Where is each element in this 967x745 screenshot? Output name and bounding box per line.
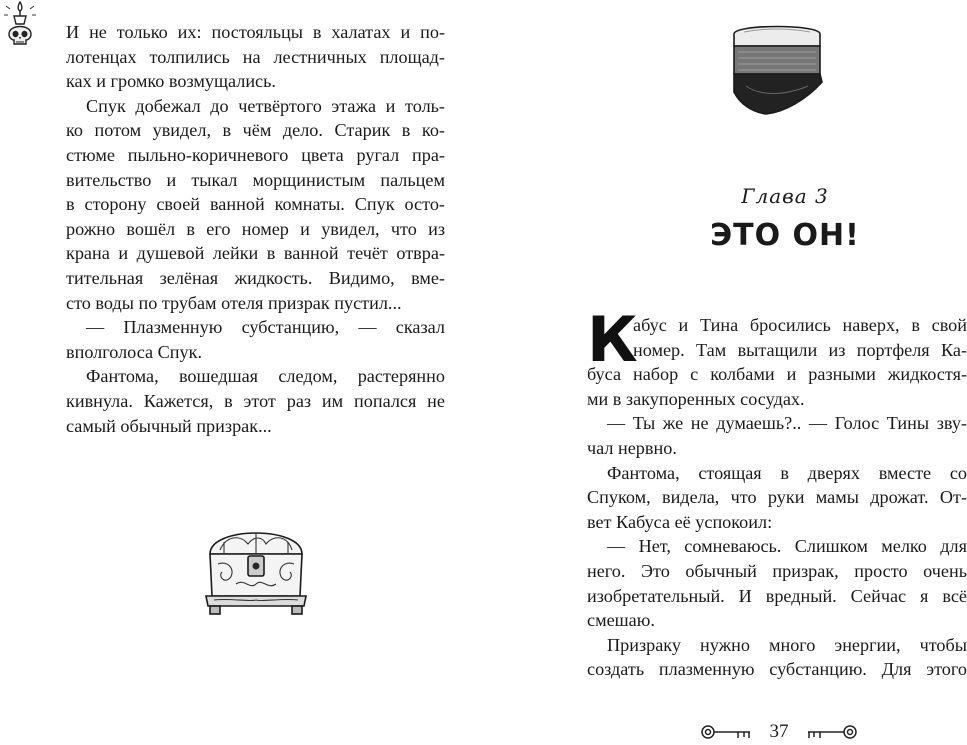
- text-line: стюме пыльно-коричневого цвета ругал пра-: [66, 144, 445, 165]
- left-paragraph-4: [66, 364, 445, 438]
- text-line: Фантома, вошедшая следом, растерянно: [86, 366, 445, 387]
- text-line: Призраку нужно много энергии, чтобы: [607, 634, 967, 655]
- right-page-text: [587, 303, 967, 682]
- left-paragraph-1: [66, 20, 445, 94]
- treasure-chest-icon: [200, 514, 312, 616]
- left-page-text: [66, 20, 445, 438]
- text-line: Спук добежал до четвёртого этажа и толь-: [86, 95, 445, 116]
- right-paragraph-2: [587, 411, 967, 460]
- chapter-title: ЭТО ОН!: [710, 218, 860, 253]
- text-line: вет Кабуса её успокоил:: [587, 511, 773, 532]
- right-paragraph-5: [587, 633, 967, 682]
- left-paragraph-2: [66, 94, 445, 315]
- text-line: сто воды по трубам отеля призрак пустил...: [66, 292, 402, 313]
- officer-cap-icon: [726, 22, 828, 118]
- chapter-label: Глава 3: [741, 184, 829, 208]
- text-line: создать плазменную субстанцию. Для этого: [587, 659, 967, 680]
- text-line: рожно вошёл в его номер и увидел, что из: [66, 218, 445, 239]
- right-paragraph-3: [587, 461, 967, 535]
- text-line: него. Это обычный призрак, просто очень: [587, 560, 967, 581]
- text-line: тительная зелёная жидкость. Видимо, вме-: [66, 267, 445, 288]
- text-line: ми в закупоренных сосудах.: [587, 388, 805, 409]
- drop-cap: К: [587, 303, 638, 376]
- text-line: — Нет, сомневаюсь. Слишком мелко для: [607, 536, 967, 557]
- text-line: кивнула. Кажется, в этот раз им попался не: [66, 390, 445, 411]
- text-line: буса набор с колбами и разными жидкостя-: [587, 364, 967, 385]
- text-line: изобретательный. И вредный. Сейчас я всё: [587, 585, 967, 606]
- key-icon: [700, 722, 752, 742]
- text-line: вительство и тыкал морщинистым пальцем: [66, 169, 445, 190]
- text-line: крана и душевой лейки в ванной течёт отвра-: [66, 243, 445, 264]
- text-line: смешаю.: [587, 610, 655, 631]
- text-line: лотенцах толпились на лестничных площад-: [66, 46, 445, 67]
- text-line: Спуком, видела, что руки мамы дрожат. От-: [587, 487, 967, 508]
- page-number: 37: [769, 721, 789, 742]
- right-paragraph-1: [587, 303, 967, 411]
- skull-candle-icon: [2, 0, 38, 48]
- text-line: в сторону своей ванной комнаты. Спук осто-: [66, 194, 445, 215]
- right-paragraph-4: [587, 534, 967, 632]
- text-line: — Ты же не думаешь?.. — Голос Тины зву-: [607, 413, 967, 434]
- text-line: — Плазменную субстанцию, — сказал: [86, 317, 445, 338]
- left-paragraph-3: [66, 315, 445, 364]
- text-line: чал нервно.: [587, 437, 677, 458]
- text-line: И не только их: постояльцы в халатах и по-: [66, 22, 445, 42]
- text-line: самый обычный призрак...: [66, 415, 272, 436]
- key-icon: [806, 722, 858, 742]
- text-line: номер. Там вытащили из портфеля Ка-: [633, 339, 967, 360]
- text-line: ко потом увидел, в чём дело. Старик в ко-: [66, 120, 445, 141]
- text-line: вполголоса Спук.: [66, 341, 202, 362]
- text-line: абус и Тина бросились наверх, в свой: [633, 315, 967, 335]
- text-line: ках и громко возмущались.: [66, 71, 276, 92]
- text-line: Фантома, стоящая в дверях вместе со: [607, 462, 967, 483]
